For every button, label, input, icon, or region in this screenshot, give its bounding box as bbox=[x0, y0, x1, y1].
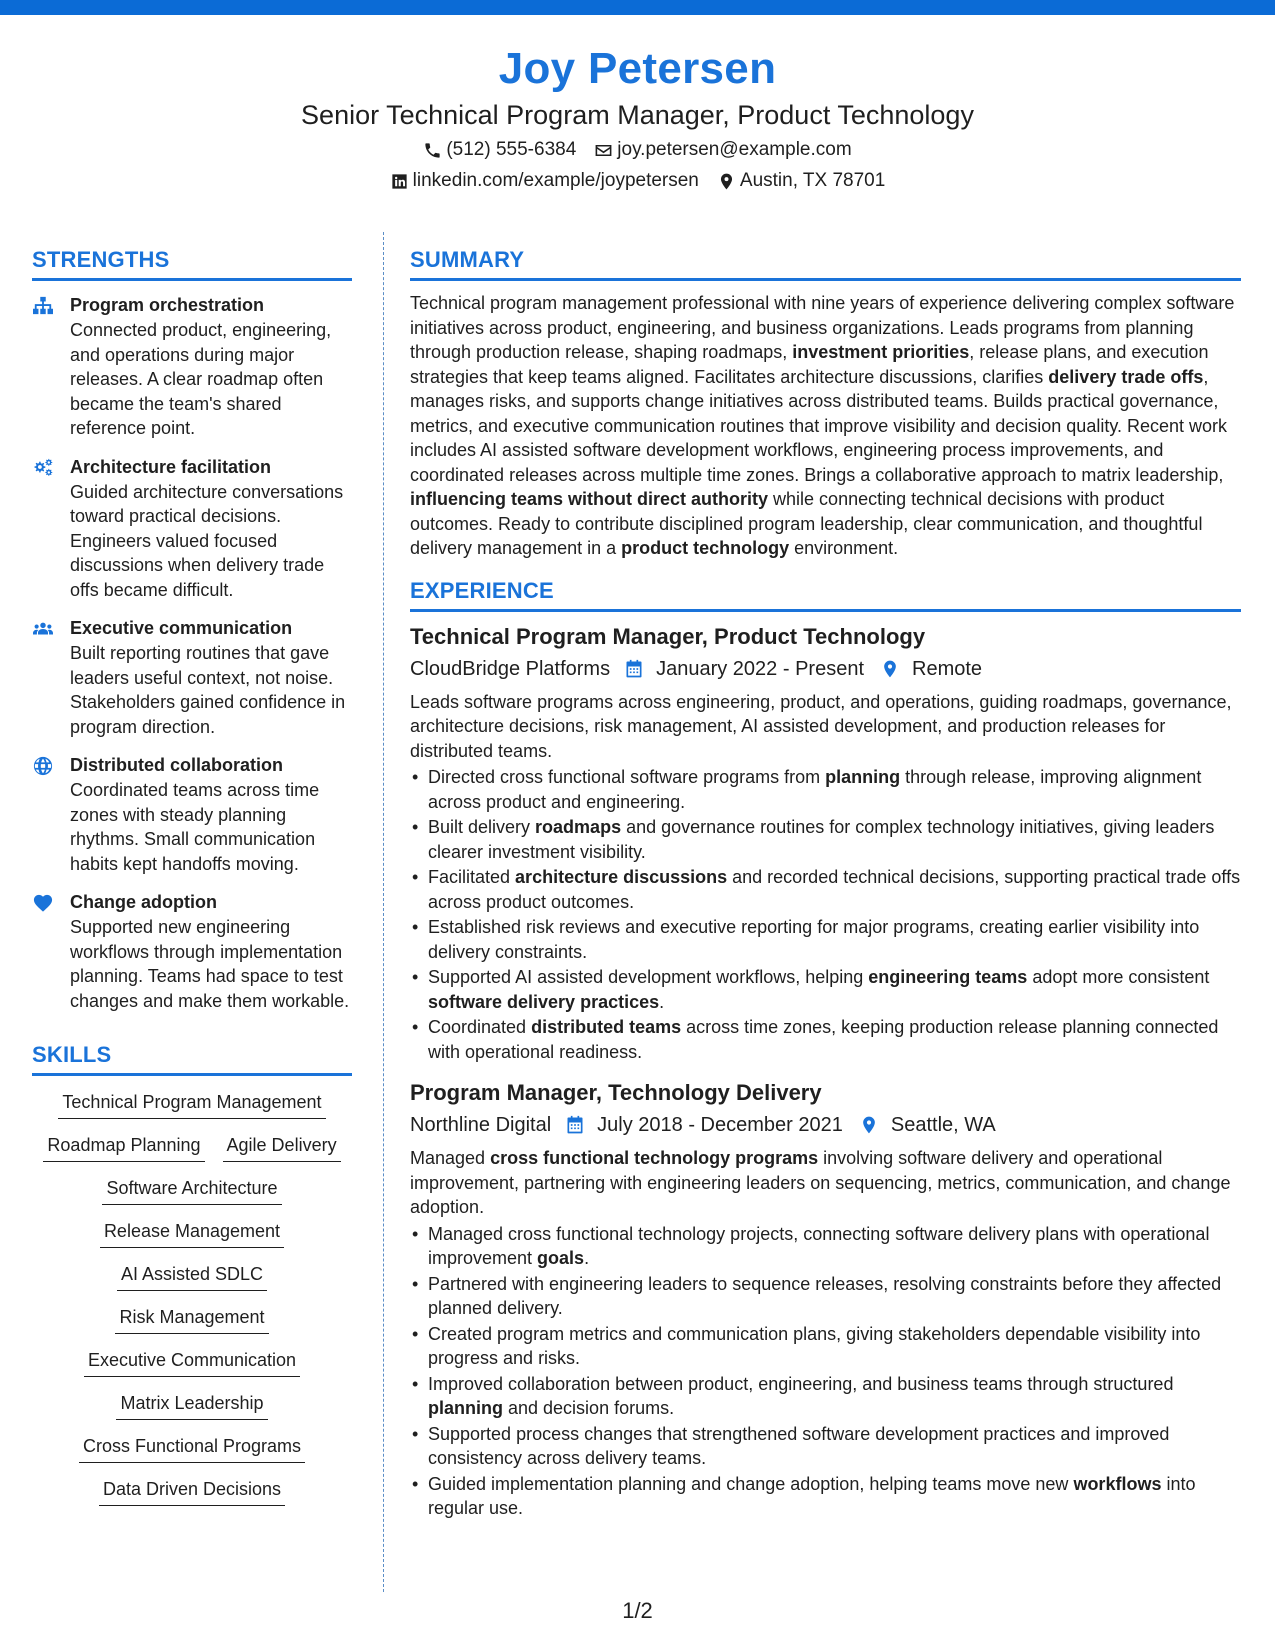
email-text: joy.petersen@example.com bbox=[617, 139, 852, 160]
bullet-item: • Created program metrics and communication plans, giving stakeholders dependable visibility into progress and risks. bbox=[410, 1322, 1241, 1371]
column-divider bbox=[383, 232, 384, 1592]
skills-list bbox=[32, 1090, 352, 1506]
strengths-section bbox=[32, 246, 352, 1013]
bullet-item: • Coordinated distributed teams across time zones, keeping production release planning connected with operational readiness. bbox=[410, 1015, 1241, 1064]
skill-tag: AI Assisted SDLC bbox=[117, 1262, 267, 1291]
linkedin-icon bbox=[390, 172, 409, 191]
strength-title: Change adoption bbox=[70, 892, 217, 912]
email-contact[interactable] bbox=[594, 136, 851, 164]
top-accent-bar bbox=[0, 0, 1275, 15]
strength-title: Distributed collaboration bbox=[70, 755, 284, 775]
job-bullets bbox=[410, 765, 1241, 1064]
heart-icon bbox=[32, 893, 54, 913]
experience-heading: EXPERIENCE bbox=[410, 577, 1241, 612]
users-icon bbox=[32, 619, 54, 639]
strength-item bbox=[32, 293, 352, 441]
skill-tag: Cross Functional Programs bbox=[79, 1434, 305, 1463]
experience-section bbox=[410, 577, 1241, 1521]
map-pin-icon bbox=[859, 1115, 879, 1135]
strength-item bbox=[32, 890, 352, 1013]
summary-paragraph: Technical program management professional with nine years of experience delivering complex software initiatives across product, engineering, and business organizations. Leads programs from planning through production release, shaping roadmaps, investment priorities, release plans, and execution strategies that keep teams aligned. Facilitates architecture discussions, clarifies delivery trade offs, manages risks, and supports change initiatives across distributed teams. Builds practical governance, metrics, and executive communication routines that improve visibility and decision quality. Recent work includes AI assisted software development workflows, engineering process improvements, and coordinated releases across multiple time zones. Brings a collaborative approach to matrix leadership, influencing teams without direct authority while connecting technical decisions with product outcomes. Ready to contribute disciplined program leadership, clear communication, and thoughtful delivery management in a product technology environment. bbox=[410, 293, 1235, 558]
phone-icon bbox=[423, 141, 442, 160]
contact-row-1 bbox=[0, 136, 1275, 164]
skill-tag: Software Architecture bbox=[102, 1176, 281, 1205]
bullet-item: • Improved collaboration between product, engineering, and business teams through structured planning and decision forums. bbox=[410, 1372, 1241, 1421]
strength-description: Coordinated teams across time zones with steady planning rhythms. Small communication habits kept handoffs moving. bbox=[70, 780, 320, 874]
globe-icon bbox=[32, 756, 54, 776]
skill-tag: Matrix Leadership bbox=[116, 1391, 267, 1420]
map-pin-icon bbox=[717, 172, 736, 191]
contact-row-2 bbox=[0, 167, 1275, 195]
company-name: Northline Digital bbox=[410, 1114, 552, 1136]
strength-item bbox=[32, 753, 352, 876]
calendar-icon bbox=[565, 1115, 585, 1135]
skill-tag: Risk Management bbox=[115, 1305, 268, 1334]
resume-header bbox=[0, 42, 1275, 195]
summary-heading: SUMMARY bbox=[410, 246, 1241, 281]
candidate-headline: Senior Technical Program Manager, Product Technology bbox=[301, 100, 974, 130]
summary-section bbox=[410, 246, 1241, 561]
job-title: Technical Program Manager, Product Technology bbox=[410, 623, 926, 649]
calendar-icon bbox=[624, 659, 644, 679]
bullet-item: • Facilitated architecture discussions and recorded technical decisions, supporting practical trade offs across product outcomes. bbox=[410, 865, 1241, 914]
bullet-item: • Supported AI assisted development workflows, helping engineering teams adopt more consistent software delivery practices. bbox=[410, 965, 1241, 1014]
skill-tag: Release Management bbox=[100, 1219, 284, 1248]
linkedin-contact[interactable] bbox=[390, 167, 699, 195]
job-location: Seattle, WA bbox=[890, 1114, 996, 1136]
bullet-item: • Supported process changes that strengthened software development practices and improved consistency across delivery teams. bbox=[410, 1422, 1241, 1471]
strength-title: Architecture facilitation bbox=[70, 456, 272, 477]
bullet-item: • Built delivery roadmaps and governance routines for complex technology initiatives, giving leaders clearer investment visibility. bbox=[410, 815, 1241, 864]
strengths-heading: STRENGTHS bbox=[32, 246, 352, 281]
bullet-item: • Managed cross functional technology projects, connecting software delivery plans with operational improvement goals. bbox=[410, 1222, 1241, 1271]
job-location: Remote bbox=[912, 657, 983, 680]
map-pin-icon bbox=[880, 659, 900, 679]
phone-contact[interactable] bbox=[423, 136, 576, 164]
job-dates: January 2022 - Present bbox=[656, 657, 864, 680]
job-description: Managed cross functional technology programs involving software delivery and operational improvement, partnering with engineering leaders on sequencing, metrics, communication, and change adoption. bbox=[410, 1148, 1231, 1217]
bullet-item: • Established risk reviews and executive reporting for major programs, creating earlier visibility into delivery constraints. bbox=[410, 915, 1241, 964]
job-meta bbox=[410, 1110, 1241, 1140]
job-meta bbox=[410, 654, 1241, 684]
right-column bbox=[410, 246, 1241, 1522]
location-contact bbox=[717, 167, 885, 195]
job-description: Leads software programs across engineering, product, and operations, guiding roadmaps, governance, architecture decisions, risk management, AI assisted development, and production releases for distributed teams. bbox=[410, 691, 1232, 761]
strength-item bbox=[32, 455, 352, 603]
left-column bbox=[32, 246, 352, 1506]
skill-tag: Technical Program Management bbox=[58, 1090, 325, 1119]
skill-tag: Agile Delivery bbox=[223, 1133, 341, 1162]
skill-tag: Roadmap Planning bbox=[43, 1133, 204, 1162]
strength-description: Connected product, engineering, and operations during major releases. A clear roadmap often became the team's shared reference point. bbox=[70, 320, 332, 438]
strength-title: Program orchestration bbox=[70, 295, 265, 315]
job-bullets bbox=[410, 1222, 1241, 1521]
bullet-item: • Directed cross functional software programs from planning through release, improving alignment across product and engineering. bbox=[410, 765, 1241, 814]
skills-heading: SKILLS bbox=[32, 1041, 352, 1076]
envelope-icon bbox=[594, 141, 613, 160]
job-title: Program Manager, Technology Delivery bbox=[410, 1080, 822, 1105]
strength-title: Executive communication bbox=[70, 618, 293, 638]
gears-icon bbox=[32, 458, 54, 478]
skill-tag: Data Driven Decisions bbox=[99, 1477, 285, 1506]
candidate-name: Joy Petersen bbox=[498, 44, 777, 93]
company-name: CloudBridge Platforms bbox=[410, 657, 611, 680]
strength-description: Guided architecture conversations toward practical decisions. Engineers valued focused discussions when delivery trade offs became difficult. bbox=[70, 481, 344, 600]
sitemap-icon bbox=[32, 296, 54, 316]
strengths-list bbox=[32, 293, 352, 1013]
phone-text: (512) 555-6384 bbox=[446, 139, 577, 160]
bullet-item: • Partnered with engineering leaders to sequence releases, resolving constraints before they affected planned delivery. bbox=[410, 1272, 1241, 1321]
strength-item bbox=[32, 616, 352, 739]
skills-section bbox=[32, 1041, 352, 1506]
job-dates: July 2018 - December 2021 bbox=[597, 1114, 843, 1136]
location-text: Austin, TX 78701 bbox=[739, 170, 886, 191]
strength-description: Built reporting routines that gave leaders useful context, not noise. Stakeholders gained confidence in program direction. bbox=[70, 643, 346, 737]
skill-tag: Executive Communication bbox=[84, 1348, 300, 1377]
page-number: 1/2 bbox=[622, 1598, 653, 1623]
job-entry bbox=[410, 1078, 1241, 1521]
job-entry bbox=[410, 622, 1241, 1065]
strength-description: Supported new engineering workflows through implementation planning. Teams had space to test changes and make them workable. bbox=[70, 917, 350, 1011]
bullet-item: • Guided implementation planning and change adoption, helping teams move new workflows into regular use. bbox=[410, 1472, 1241, 1521]
linkedin-text: linkedin.com/example/joypetersen bbox=[412, 170, 699, 191]
